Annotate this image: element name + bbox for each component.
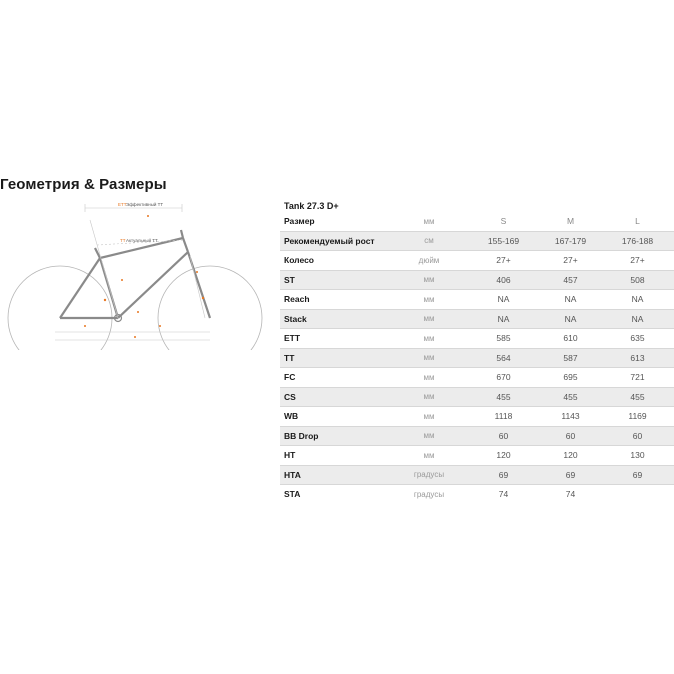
header-size-s: S [500,216,507,227]
tt-text: Актуальный TT [126,238,158,243]
row-unit: см [424,236,434,246]
row-unit: мм [423,353,435,363]
page-title: Геометрия & Размеры [0,176,167,193]
row-unit: мм [423,450,435,460]
row-value-m: 120 [563,450,578,461]
row-param: HTA [284,469,301,480]
row-value-s: 1118 [494,411,513,422]
table-row [280,271,674,291]
row-value-s: NA [497,313,510,324]
row-value-m: 457 [563,274,578,285]
row-value-s: 27+ [496,255,511,266]
row-value-m: NA [564,294,577,305]
row-param: Stack [284,313,307,324]
row-value-l: NA [631,294,644,305]
row-value-l: 27+ [630,255,645,266]
row-value-m: 167-179 [554,235,587,246]
row-value-m: NA [564,313,577,324]
row-value-l: 613 [630,352,645,363]
row-value-s: 406 [496,274,511,285]
row-value-m: 455 [563,391,578,402]
model-title: Tank 27.3 D+ [284,201,339,211]
front-wheel [158,266,262,350]
row-value-s: 60 [498,430,509,441]
table-header-row [280,212,674,232]
row-value-l: 721 [630,372,645,383]
row-value-s: 585 [496,333,511,344]
row-param: Reach [284,294,310,305]
row-unit: мм [423,411,435,421]
row-value-m: 74 [565,489,576,500]
row-value-l: 455 [630,391,645,402]
row-value-m: 60 [565,430,576,441]
row-value-m: 587 [563,352,578,363]
table-row [280,368,674,388]
table-row [280,232,674,252]
row-value-s: 120 [496,450,511,461]
row-value-l: 69 [632,469,643,480]
row-param: ETT [284,333,301,344]
row-unit: градусы [413,489,445,499]
table-row [280,427,674,447]
row-value-m: 695 [563,372,578,383]
row-value-l: 508 [630,274,645,285]
row-value-s: 564 [496,352,511,363]
row-param: WB [284,411,299,422]
header-size-l: L [635,216,640,227]
row-value-m: 610 [563,333,578,344]
row-param: CS [284,391,296,402]
row-value-l: 60 [632,430,643,441]
row-unit: мм [423,314,435,324]
row-unit: мм [423,372,435,382]
row-param: Колесо [284,255,314,266]
row-value-s: 69 [498,469,509,480]
row-unit: мм [423,431,435,441]
row-value-l: NA [631,313,644,324]
row-value-s: 74 [498,489,509,500]
header-size-m: M [566,216,575,227]
row-unit: мм [423,294,435,304]
geometry-table [280,212,674,504]
row-unit: мм [423,392,435,402]
row-param: BB Drop [284,430,319,441]
header-param: Размер [284,216,315,227]
row-unit: дюйм [418,255,440,265]
table-row [280,446,674,466]
row-param: ST [284,274,295,285]
ett-label: ETT [118,202,127,207]
row-param: HT [284,450,296,461]
row-param: Рекомендуемый рост [284,235,375,246]
table-row [280,251,674,271]
table-row [280,388,674,408]
row-value-s: 155-169 [487,235,520,246]
row-param: STA [284,489,301,500]
table-row [280,290,674,310]
row-param: FC [284,372,296,383]
row-param: TT [284,352,295,363]
row-unit: градусы [413,470,445,480]
tt-label: TT [120,238,126,243]
table-row [280,310,674,330]
table-row [280,407,674,427]
row-value-s: 455 [496,391,511,402]
table-row [280,349,674,369]
row-value-l: 176-188 [621,235,654,246]
row-unit: мм [423,275,435,285]
bike-geometry-diagram [0,200,270,350]
row-value-s: 670 [496,372,511,383]
table-row [280,466,674,486]
bike-frame [60,230,210,318]
dimension-markers [84,215,204,338]
row-value-m: 69 [565,469,576,480]
row-value-l: 635 [630,333,645,344]
header-unit: мм [423,216,435,226]
row-value-m: 27+ [563,255,578,266]
row-value-s: NA [497,294,510,305]
row-value-l: 130 [630,450,645,461]
table-row [280,329,674,349]
row-value-l: 1169 [628,411,647,422]
rear-wheel [8,266,112,350]
ett-text: Эффективный TT [126,202,164,207]
dimension-lines [55,204,210,340]
table-row [280,485,674,504]
row-value-m: 1143 [561,411,580,422]
row-unit: мм [423,333,435,343]
